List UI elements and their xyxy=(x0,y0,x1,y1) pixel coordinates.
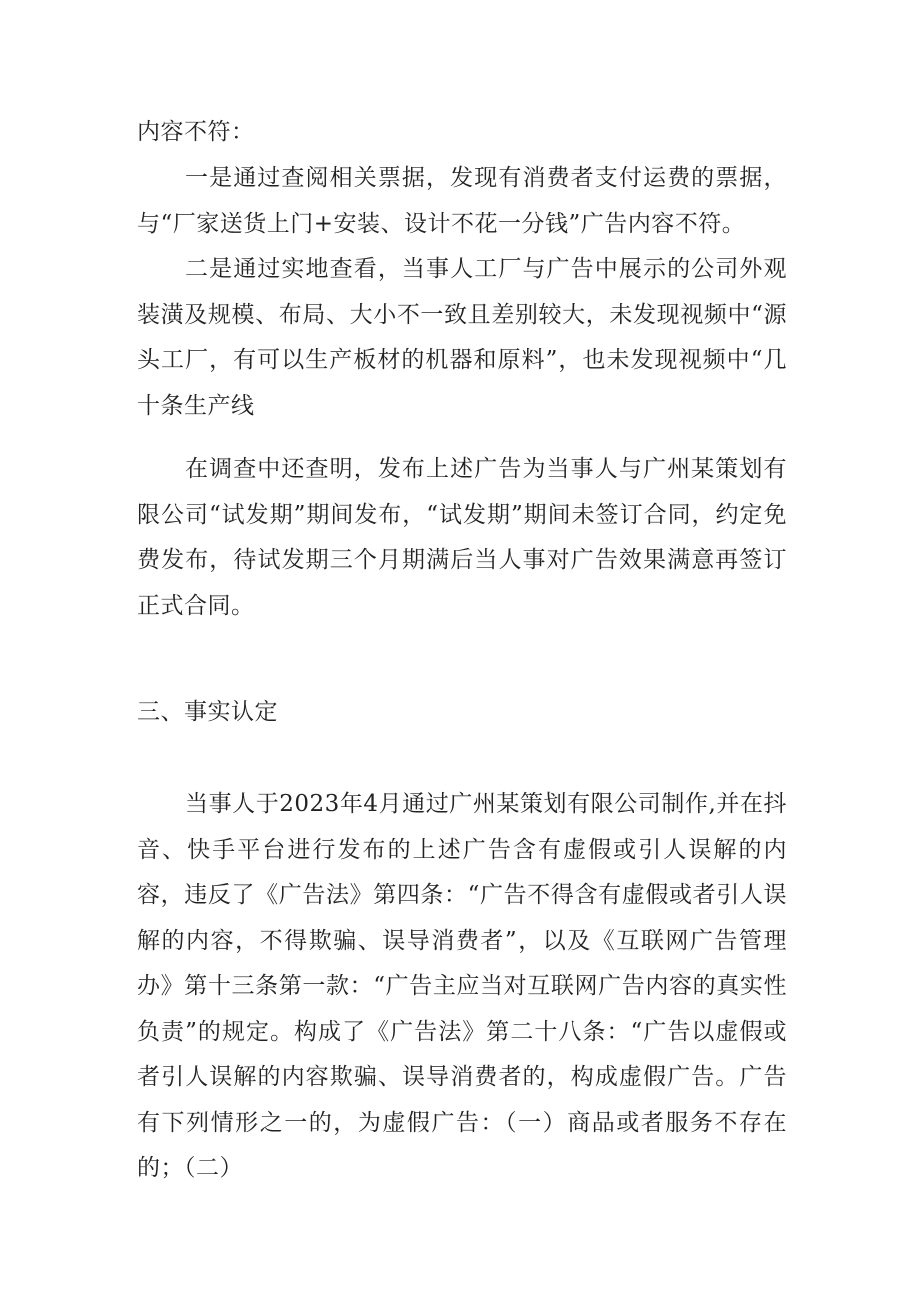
section-heading-facts: 三、事实认定 xyxy=(137,699,278,725)
paragraph-content-mismatch: 内容不符： xyxy=(137,119,255,145)
paragraph-investigation: 在调查中还查明，发布上述广告为当事人与广州某策划有限公司“试发期”期间发布，“试发期”期间未签订合同，约定免费发布，待试发期三个月期满后当人事对广告效果满意再签订正式合同。 xyxy=(137,456,787,619)
paragraph-fact-determination: 当事人于2023年4月通过广州某策划有限公司制作,并在抖音、快手平台进行发布的上述广告含有虚假或引人误解的内容，违反了《广告法》第四条：“广告不得含有虚假或者引人误解的内容，不得欺骗、误导消费者”，以及《互联网广告管理办》第十三条第一款：“广告主应当对互联网广告内容的真实性负责”的规定。构成了《广告法》第二十八条：“广告以虚假或者引人误解的内容欺骗、误导消费者的，构成虚假广告。广告有下列情形之一的，为虚假广告：（一）商品或者服务不存在的；（二） xyxy=(137,791,787,1181)
paragraph-finding-two: 二是通过实地查看，当事人工厂与广告中展示的公司外观装潢及规模、布局、大小不一致且差别较大，未发现视频中“源头工厂，有可以生产板材的机器和原料”，也未发现视频中“几十条生产线 xyxy=(137,256,787,419)
paragraph-finding-one: 一是通过查阅相关票据，发现有消费者支付运费的票据，与“厂家送货上门+安装、设计不花一分钱”广告内容不符。 xyxy=(137,165,787,237)
